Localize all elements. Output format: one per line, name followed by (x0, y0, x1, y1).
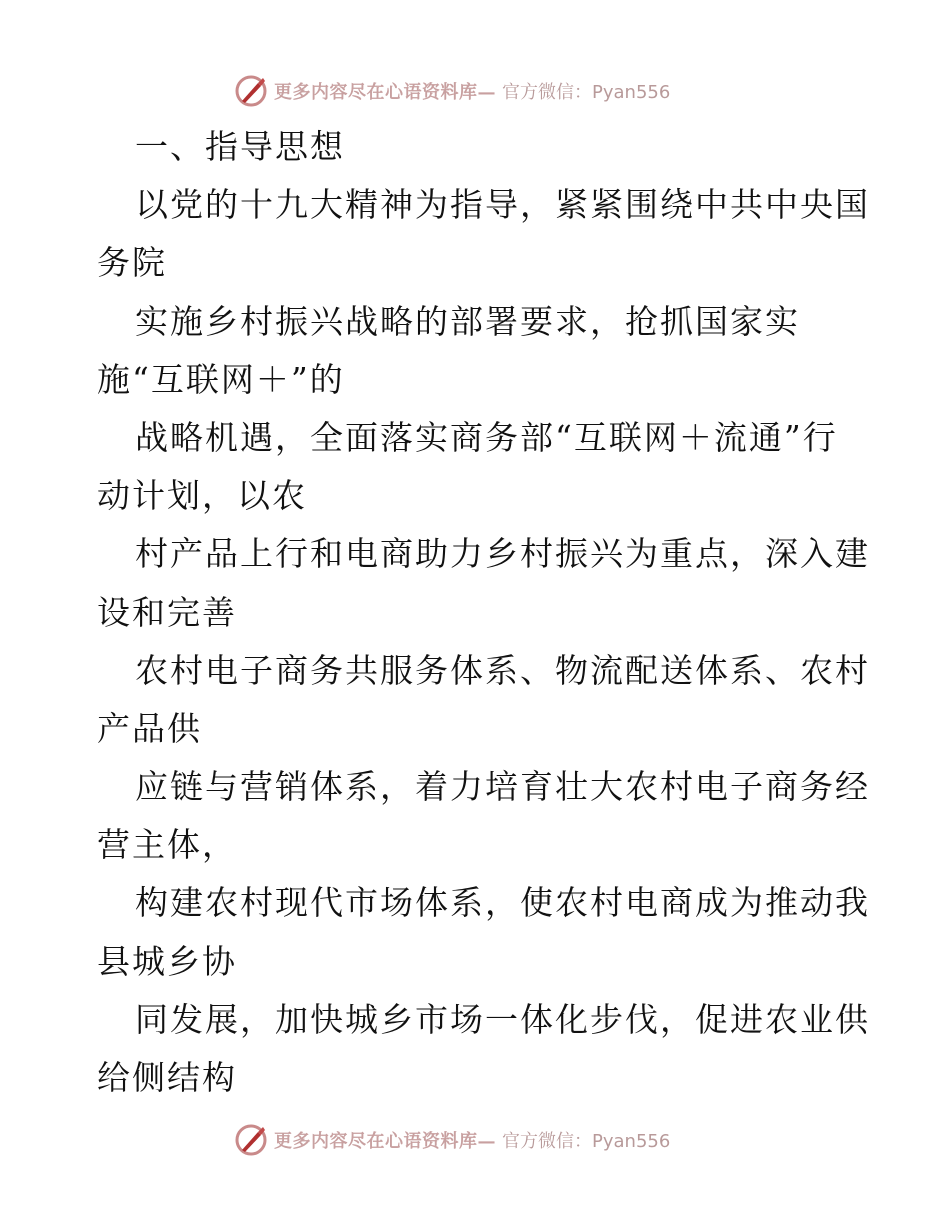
text-line: 同发展，加快城乡市场一体化步伐，促进农业供 (135, 999, 870, 1039)
text-line: 产品供 (97, 708, 202, 748)
watermark-contact: 官方微信：Pyan556 (502, 82, 671, 103)
header-watermark (234, 73, 670, 109)
quill-seal-icon (234, 1123, 268, 1157)
text-line: 以党的十九大精神为指导，紧紧围绕中共中央国 (135, 185, 870, 225)
section-heading: 一、指导思想 (135, 127, 345, 166)
text-line: 应链与营销体系，着力培育壮大农村电子商务经 (135, 767, 870, 807)
text-line: 实施乡村振兴战略的部署要求，抢抓国家实 (135, 301, 800, 341)
text-line: 务院 (97, 243, 167, 283)
text-line: 战略机遇，全面落实商务部“互联网＋流通”行 (135, 417, 838, 457)
document-body (97, 118, 870, 1107)
text-line: 施“互联网＋”的 (97, 359, 345, 399)
footer-watermark (234, 1122, 670, 1158)
text-line: 营主体， (97, 825, 237, 865)
text-line: 县城乡协 (97, 941, 237, 981)
text-line: 设和完善 (97, 592, 237, 632)
watermark-text: 更多内容尽在心语资料库— (274, 1131, 496, 1152)
quill-seal-icon (234, 74, 268, 108)
text-line: 给侧结构 (97, 1058, 237, 1097)
text-line: 农村电子商务共服务体系、物流配送体系、农村 (135, 650, 870, 690)
text-line: 构建农村现代市场体系，使农村电商成为推动我 (135, 883, 870, 923)
watermark-text: 更多内容尽在心语资料库— (274, 82, 496, 103)
watermark-contact: 官方微信：Pyan556 (502, 1131, 671, 1152)
text-line: 动计划，以农 (97, 476, 307, 516)
text-line: 村产品上行和电商助力乡村振兴为重点，深入建 (135, 534, 870, 574)
